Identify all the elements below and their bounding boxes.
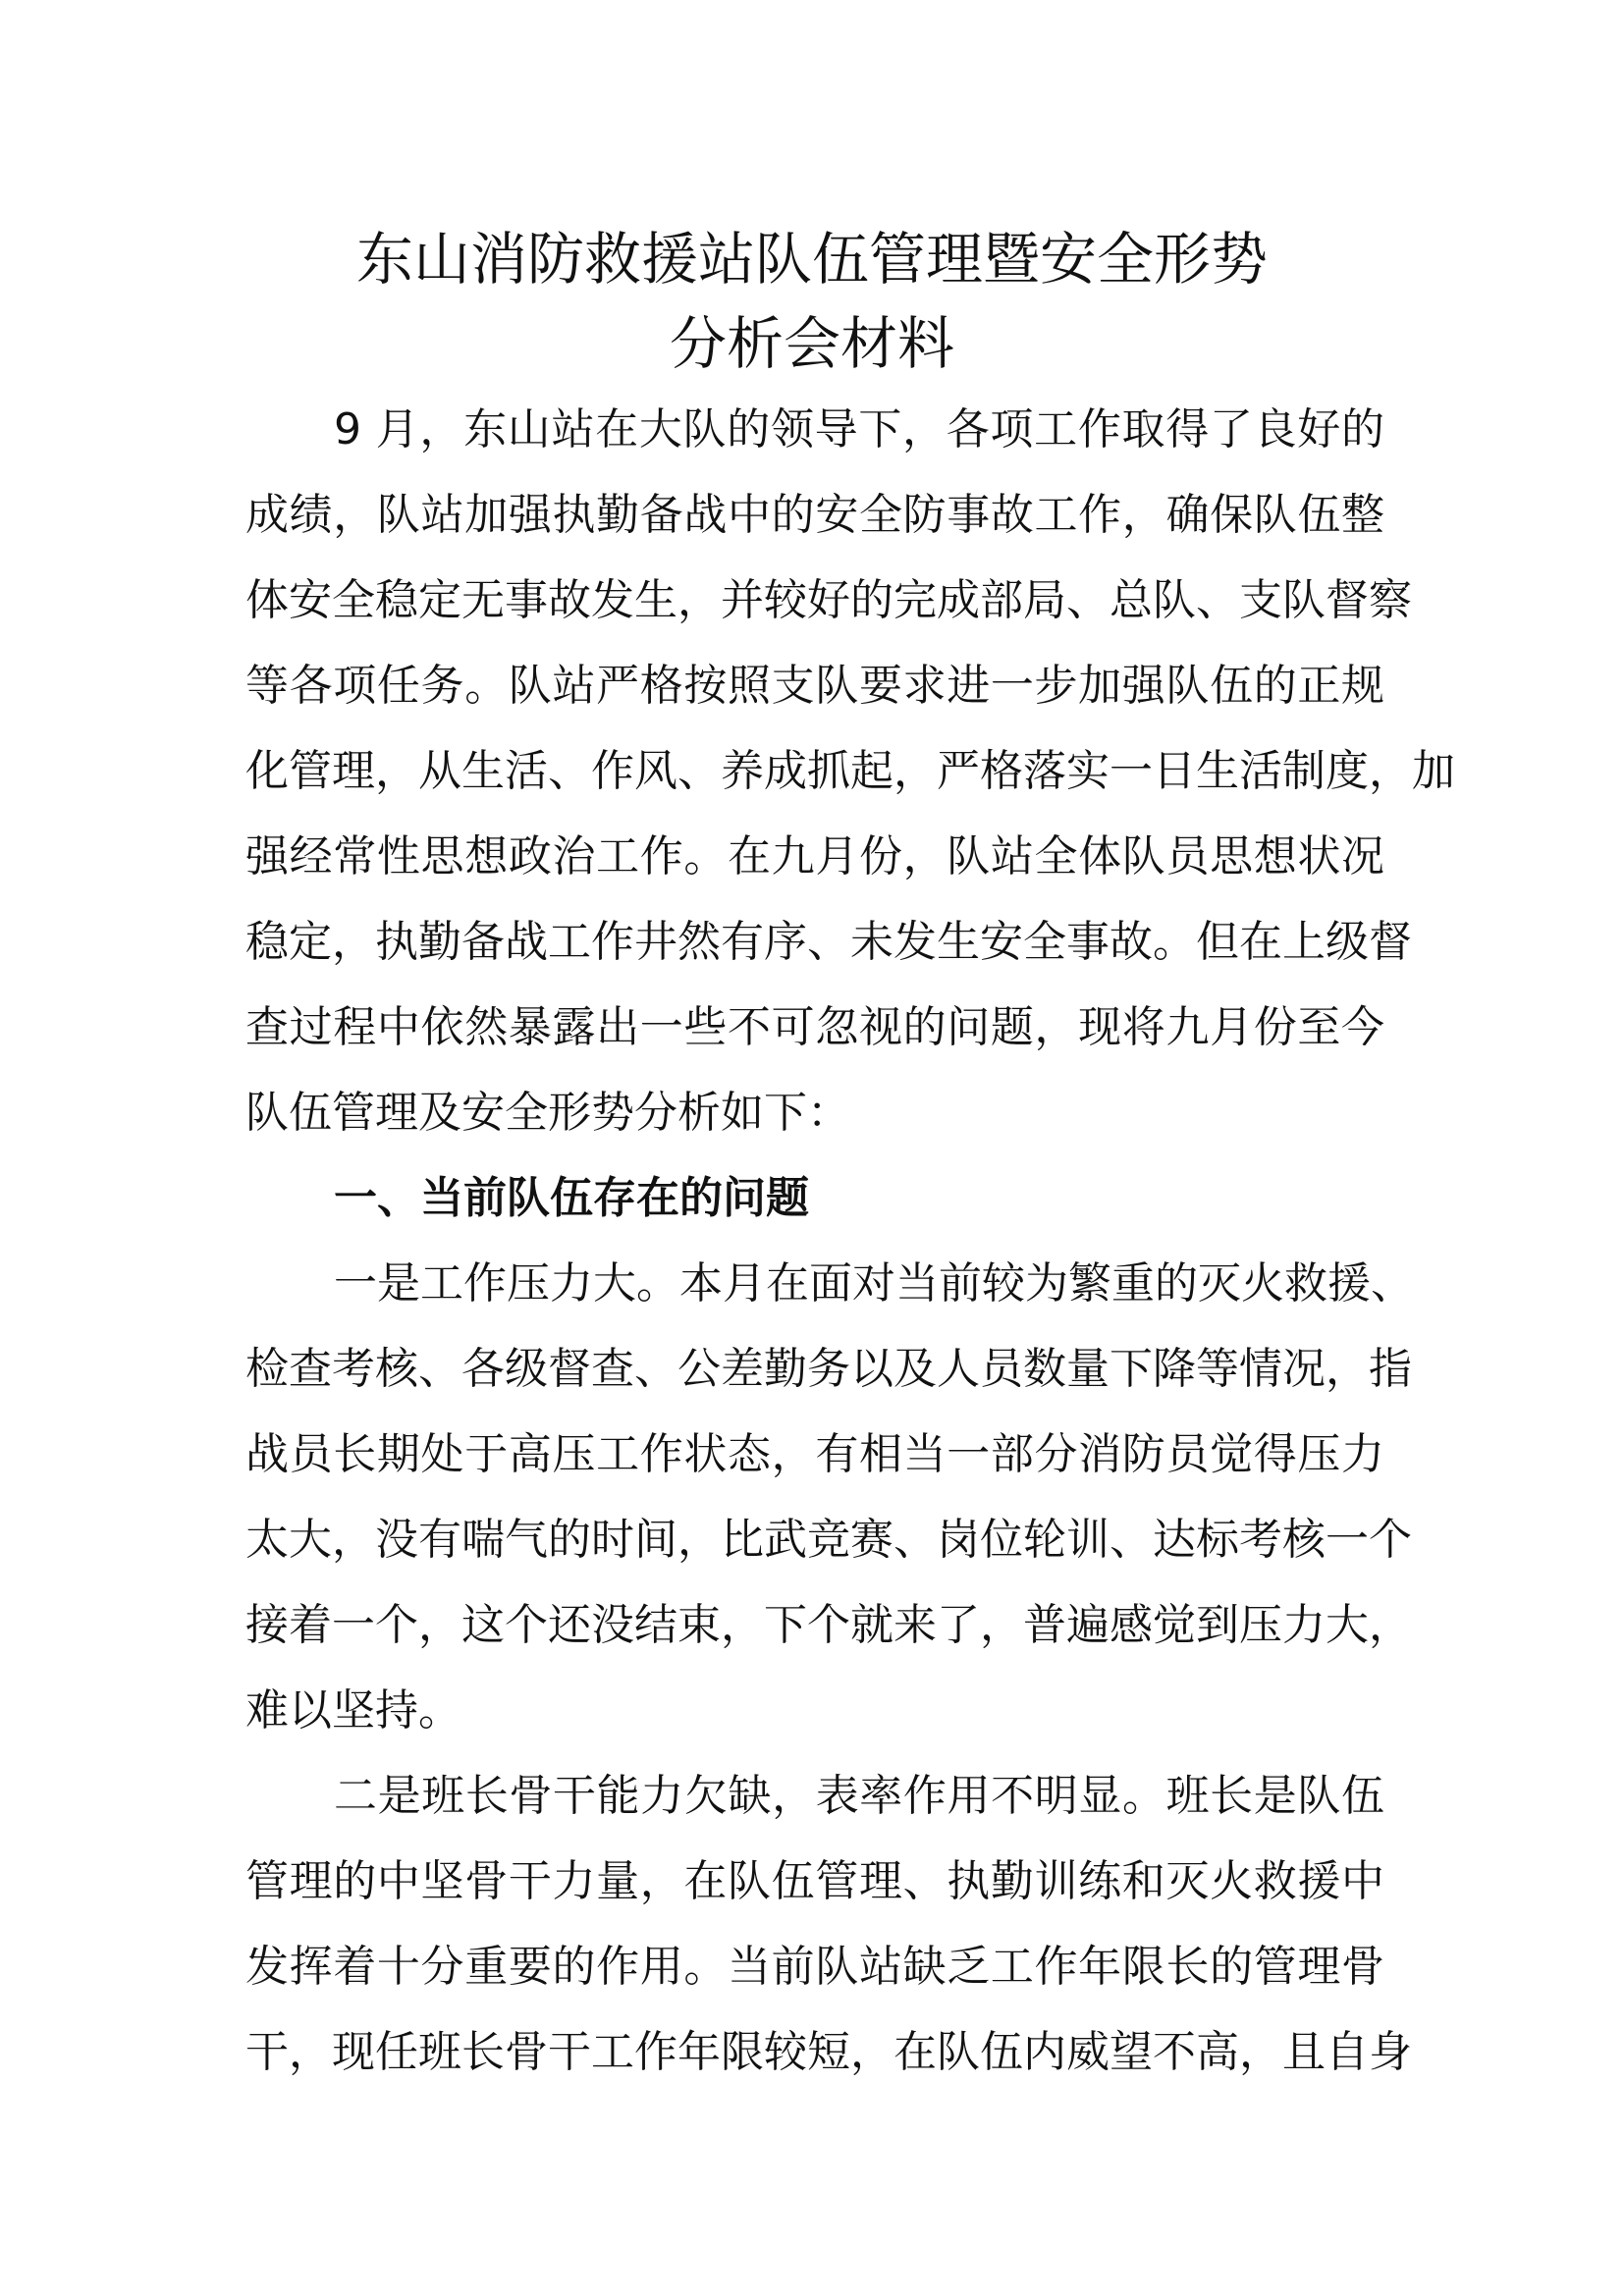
paragraph-1-line: 等各项任务。队站严格按照支队要求进一步加强队伍的正规 bbox=[245, 661, 1384, 711]
paragraph-2-line: 一是工作压力大。本月在面对当前较为繁重的灭火救援、 bbox=[334, 1258, 1414, 1308]
paragraph-1-line: 成绩，队站加强执勤备战中的安全防事故工作，确保队伍整 bbox=[245, 490, 1384, 540]
paragraph-2-line: 难以坚持。 bbox=[245, 1685, 461, 1735]
paragraph-2-line: 检查考核、各级督查、公差勤务以及人员数量下降等情况，指 bbox=[245, 1344, 1412, 1394]
paragraph-3-line: 二是班长骨干能力欠缺，表率作用不明显。班长是队伍 bbox=[334, 1771, 1384, 1821]
paragraph-3-line: 发挥着十分重要的作用。当前队站缺乏工作年限长的管理骨 bbox=[245, 1942, 1384, 1992]
paragraph-3-line: 干，现任班长骨干工作年限较短，在队伍内威望不高，且自身 bbox=[245, 2027, 1412, 2077]
paragraph-2-line: 战员长期处于高压工作状态，有相当一部分消防员觉得压力 bbox=[245, 1429, 1384, 1479]
paragraph-1-line: 稳定，执勤备战工作井然有序、未发生安全事故。但在上级督 bbox=[245, 917, 1412, 967]
paragraph-1-line: 9 月，东山站在大队的领导下，各项工作取得了良好的 bbox=[334, 404, 1384, 454]
paragraph-1-line: 体安全稳定无事故发生，并较好的完成部局、总队、支队督察 bbox=[245, 575, 1412, 625]
document-title-line-1: 东山消防救援站队伍管理暨安全形势 bbox=[355, 226, 1268, 293]
paragraph-1-line: 强经常性思想政治工作。在九月份，队站全体队员思想状况 bbox=[245, 831, 1384, 881]
paragraph-1-line: 队伍管理及安全形势分析如下： bbox=[245, 1088, 850, 1138]
document-title-line-2: 分析会材料 bbox=[669, 310, 954, 377]
paragraph-1-line: 查过程中依然暴露出一些不可忽视的问题，现将九月份至今 bbox=[245, 1002, 1384, 1052]
paragraph-2-line: 接着一个，这个还没结束，下个就来了，普遍感觉到压力大， bbox=[245, 1600, 1412, 1650]
paragraph-3-line: 管理的中坚骨干力量，在队伍管理、执勤训练和灭火救援中 bbox=[245, 1856, 1384, 1906]
section-heading: 一、当前队伍存在的问题 bbox=[334, 1173, 809, 1223]
paragraph-1-line: 化管理，从生活、作风、养成抓起，严格落实一日生活制度，加 bbox=[245, 746, 1455, 796]
paragraph-2-line: 太大，没有喘气的时间，比武竞赛、岗位轮训、达标考核一个 bbox=[245, 1515, 1412, 1565]
